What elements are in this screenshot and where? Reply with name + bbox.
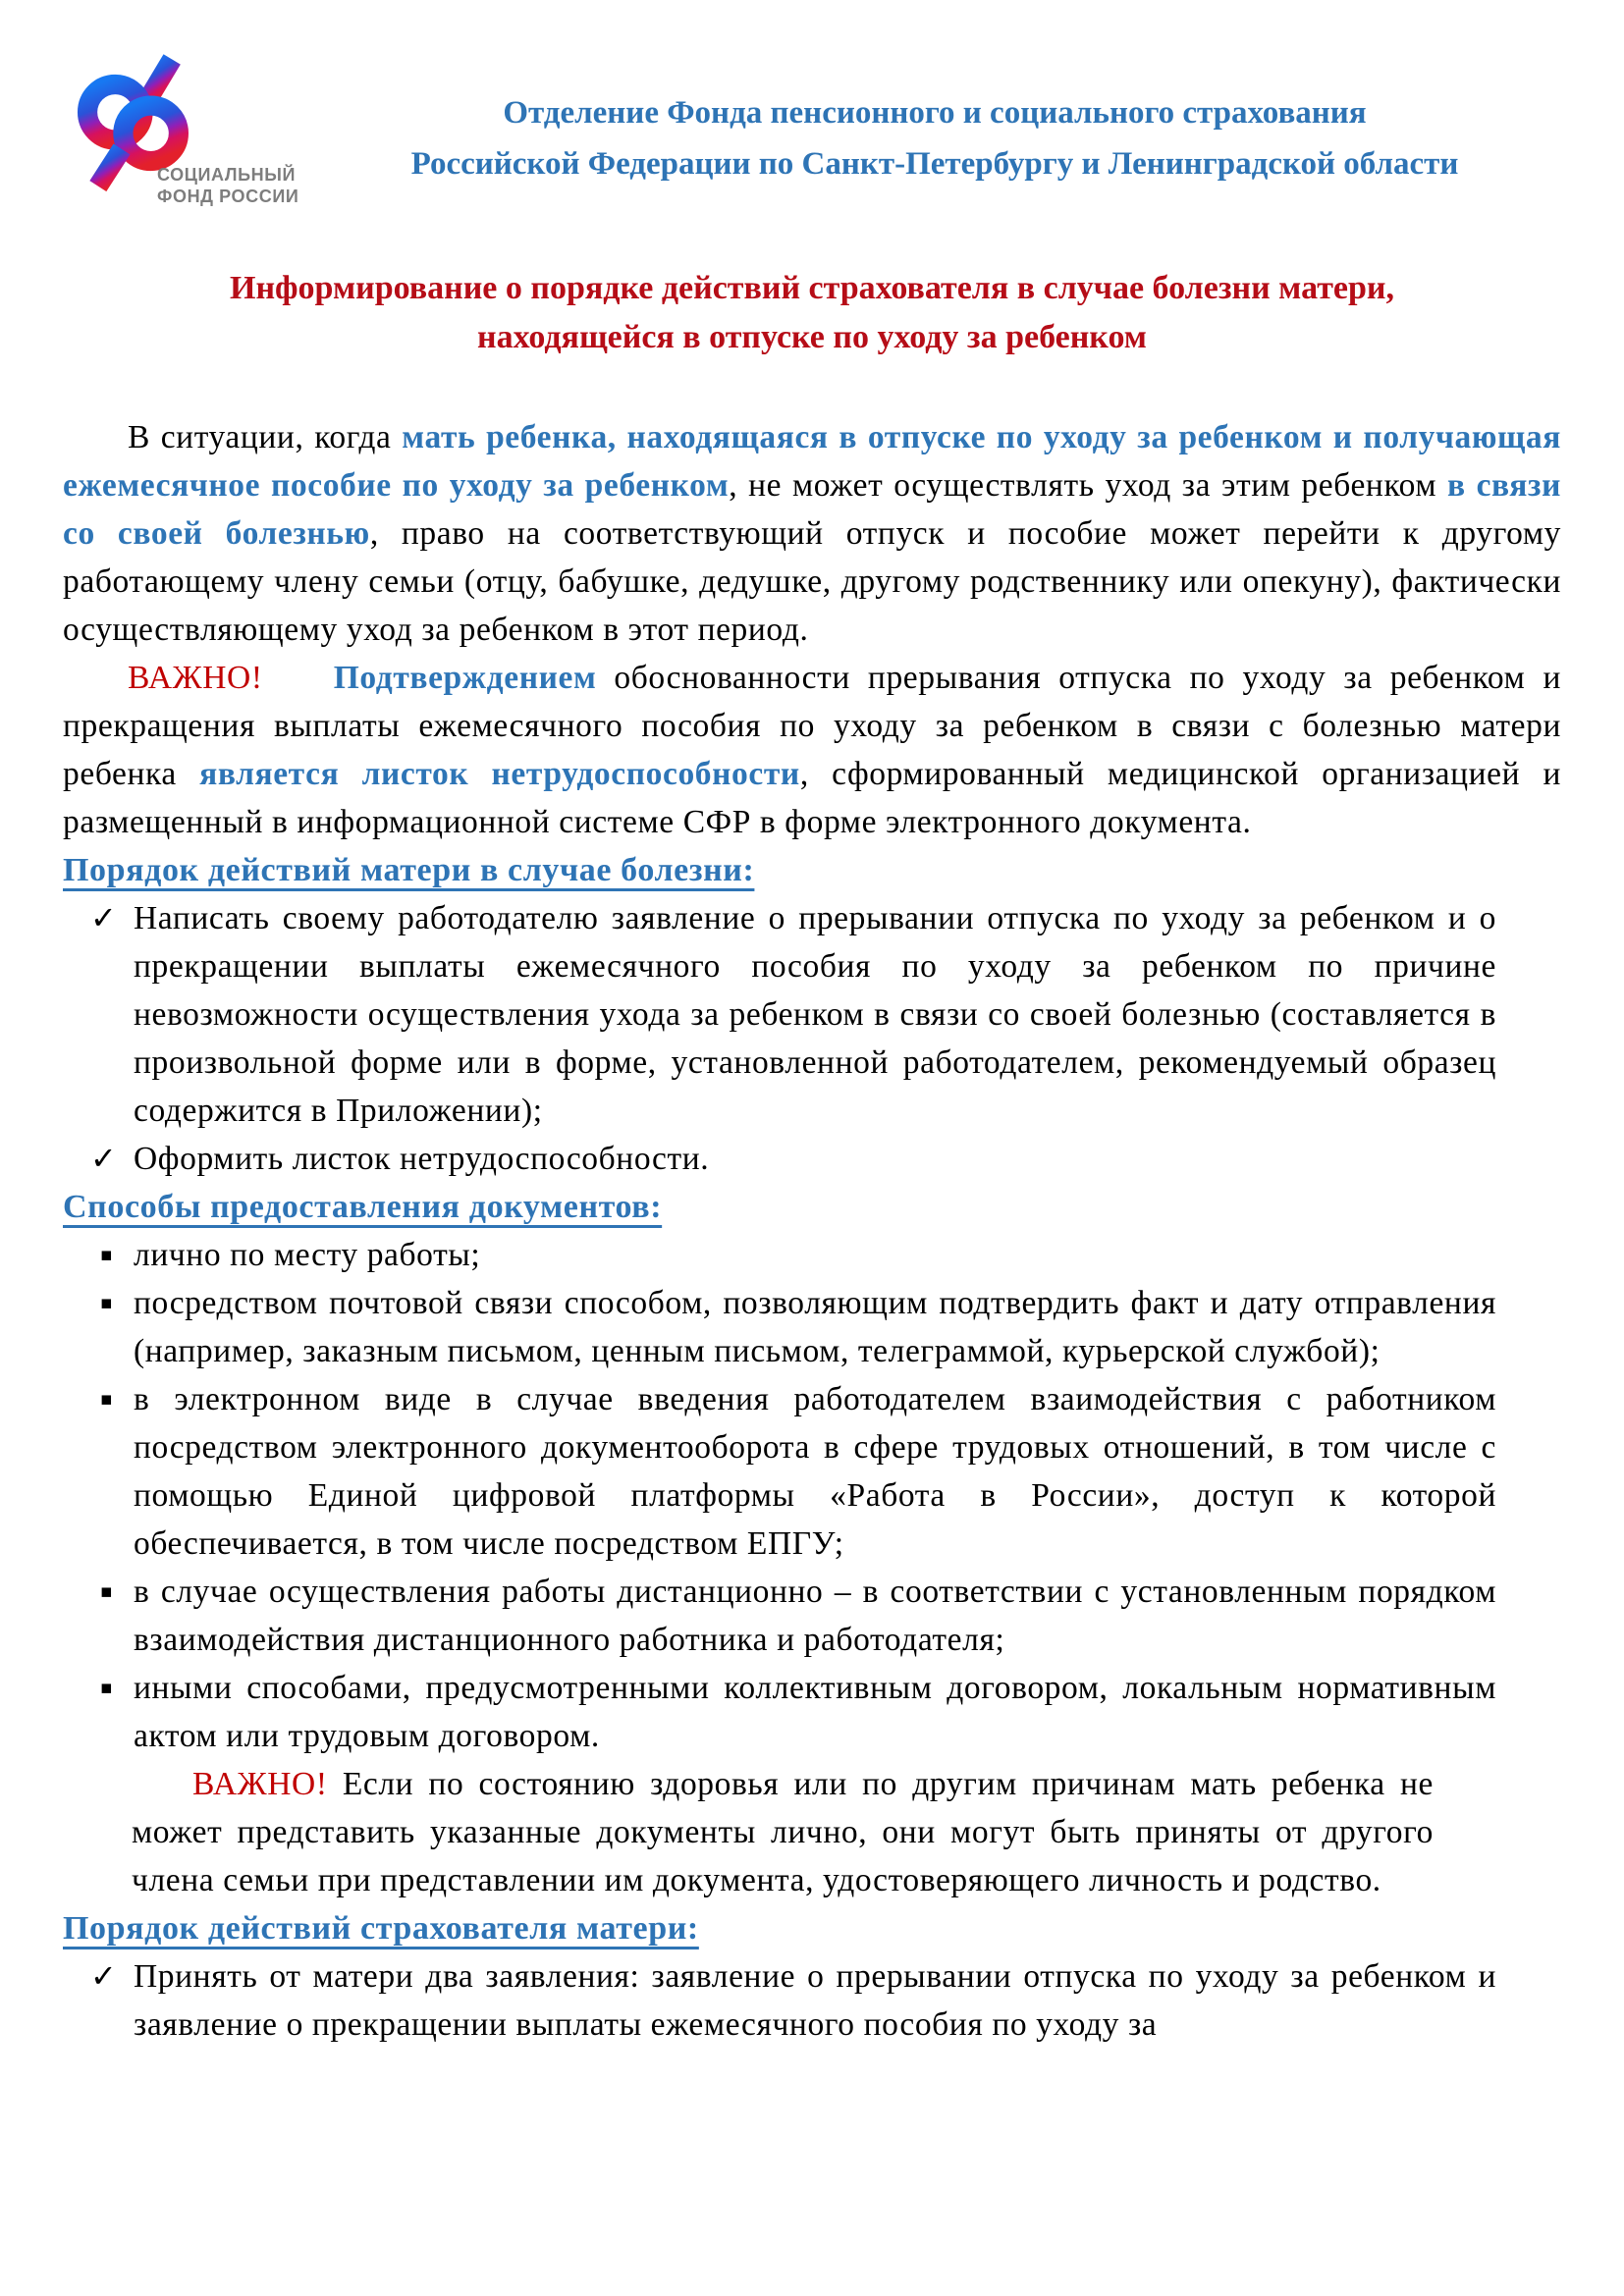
important-note-paragraph [132, 1760, 1434, 1904]
check-icon: ✓ [90, 1957, 118, 1995]
organization-title-line2: Российской Федерации по Санкт-Петербургу и Ленинградской области [410, 146, 1459, 182]
check-list-item [63, 894, 1496, 1135]
list-item-text [134, 1670, 1496, 1754]
bullet-list-item [63, 1231, 1496, 1279]
document-title [63, 264, 1561, 362]
text-segment-blue: мать ребенка, находящаяся в отпуске по уходу за ребенком и получающая ежемесячное пособие по уходу за ребенком [63, 419, 1561, 504]
text-segment: Если по состоянию здоровья или по другим причинам мать ребенка не может представить указанные документы лично, они могут быть приняты от другого члена семьи при представлении им документа, удостоверяющего личность и родство. [132, 1766, 1434, 1898]
section-heading: Способы предоставления документов: [63, 1189, 663, 1225]
list-item-text [134, 1141, 709, 1177]
text-segment: иными способами, предусмотренными коллективным договором, локальным нормативным актом или трудовым договором. [134, 1670, 1496, 1754]
text-segment-blue: является листок нетрудоспособности [199, 756, 800, 792]
logo-caption-line1: СОЦИАЛЬНЫЙ [157, 165, 296, 185]
text-segment: , не может осуществлять уход за этим ребенком [729, 467, 1448, 504]
check-list-item [63, 1135, 1496, 1183]
square-bullet-icon: ▪ [100, 1292, 114, 1313]
text-segment: , право на соответствующий отпуск и пособие может перейти к другому работающему члену семьи (отцу, бабушке, дедушке, другому родственнику или опекуну), фактически осуществляющему уход за ребенком в этот период. [63, 515, 1561, 648]
bullet-list-item [63, 1279, 1496, 1375]
logo-caption-line2: ФОНД РОССИИ [157, 187, 299, 206]
text-segment: В ситуации, когда [128, 419, 403, 455]
list-item-text [134, 1237, 480, 1273]
check-icon: ✓ [90, 1140, 118, 1177]
text-segment: в случае осуществления работы дистанционно – в соответствии с установленным порядком взаимодействия дистанционного работника и работодателя; [134, 1574, 1496, 1658]
list-item-text [134, 900, 1496, 1129]
list-item-text [134, 1381, 1496, 1562]
document-paragraph [63, 654, 1561, 846]
list-item-text [134, 1285, 1496, 1369]
text-segment-red: ВАЖНО! [128, 660, 263, 696]
text-segment: , сформированный медицинской организацией и размещенный в информационной системе СФР в форме электронного документа. [63, 756, 1561, 840]
document-paragraph [63, 413, 1561, 654]
text-segment-red: ВАЖНО! [192, 1766, 328, 1802]
text-segment: в электронном виде в случае введения работодателем взаимодействия с работником посредством электронного документооборота в сфере трудовых отношений, в том числе с помощью Единой цифровой платформы «Работа в России», доступ к которой обеспечивается, в том числе посредством ЕПГУ; [134, 1381, 1496, 1562]
square-bullet-icon: ▪ [100, 1580, 114, 1602]
logo-caption [157, 164, 298, 207]
text-segment: обоснованности прерывания отпуска по уходу за ребенком и прекращения выплаты ежемесячного пособия по уходу за ребенком в связи с болезнью матери ребенка [63, 660, 1561, 792]
text-segment: Принять от матери два заявления: заявление о прерывании отпуска по уходу за ребенком и заявление о прекращении выплаты ежемесячного пособия по уходу за [134, 1958, 1496, 2043]
text-segment-blue: в связи со своей болезнью [63, 467, 1561, 552]
square-bullet-icon: ▪ [100, 1244, 114, 1265]
text-segment: посредством почтовой связи способом, позволяющим подтвердить факт и дату отправления (например, заказным письмом, ценным письмом, телеграммой, курьерской службой); [134, 1285, 1496, 1369]
text-segment: Написать своему работодателю заявление о прерывании отпуска по уходу за ребенком и о прекращении выплаты ежемесячного пособия по уходу за ребенком по причине невозможности осуществления ухода за ребенком в связи со своей болезнью (составляется в произвольной форме или в форме, установленной работодателем, рекомендуемый образец содержится в Приложении); [134, 900, 1496, 1129]
text-segment: лично по месту работы; [134, 1237, 481, 1273]
organization-title [308, 44, 1561, 189]
square-bullet-icon: ▪ [100, 1677, 114, 1698]
text-segment-blue: Подтверждением [333, 660, 597, 696]
bullet-list-item [63, 1568, 1496, 1664]
document-header [63, 44, 1561, 221]
square-bullet-icon: ▪ [100, 1388, 114, 1410]
document-title-line2: находящейся в отпуске по уходу за ребенком [477, 319, 1147, 355]
bullet-list-item [63, 1664, 1496, 1760]
list-item-text [134, 1574, 1496, 1658]
text-segment: Оформить листок нетрудоспособности. [134, 1141, 710, 1177]
document-title-line1: Информирование о порядке действий страхователя в случае болезни матери, [230, 270, 1394, 306]
organization-title-line1: Отделение Фонда пенсионного и социального страхования [503, 95, 1367, 131]
check-icon: ✓ [90, 899, 118, 936]
list-item-text [134, 1958, 1496, 2043]
section-heading: Порядок действий страхователя матери: [63, 1910, 699, 1947]
check-list-item [63, 1952, 1496, 2049]
bullet-list-item [63, 1375, 1496, 1568]
section-heading: Порядок действий матери в случае болезни: [63, 852, 755, 888]
document-body [63, 413, 1561, 2049]
text-segment [263, 660, 334, 696]
sfr-logo [63, 44, 308, 221]
